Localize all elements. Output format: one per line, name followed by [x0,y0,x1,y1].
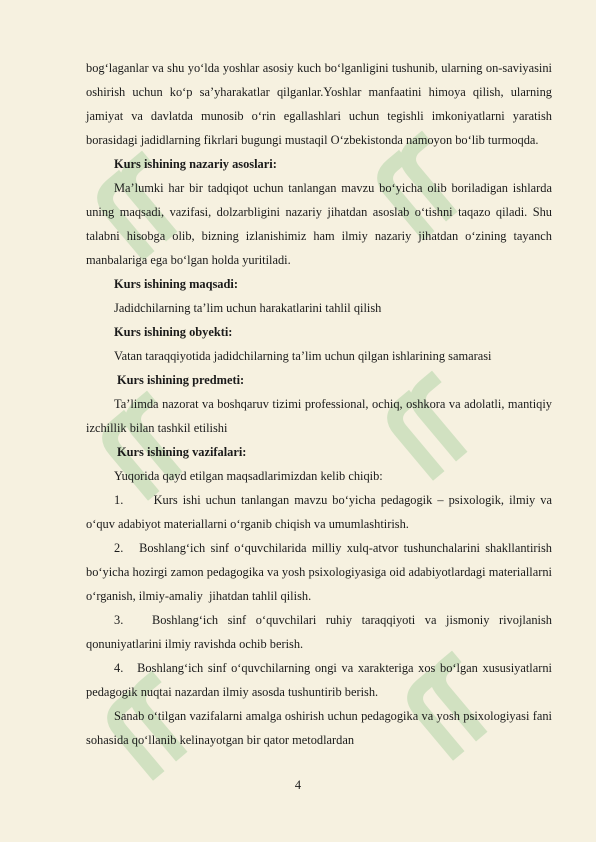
paragraph: Vatan taraqqiyotida jadidchilarning ta’lim uchun qilgan ishlarining samarasi [114,349,492,363]
paragraph: Ma’lumki har bir tadqiqot uchun tanlangan mavzu bo‘yicha olib boriladigan ishlarda uning maqsadi, vazifasi, dolzarbligini nazariy jihatdan asoslab o‘tishni taqazo qiladi. Shu talabni hisobga olib, bizning izlanishimiz ham ilmiy nazariy jihatdan o‘zining tayanch manbalariga ega bo‘lgan holda yuritiladi. [86,181,552,267]
list-item: 1. Kurs ishi uchun tanlangan mavzu bo‘yicha pedagogik – psixologik, ilmiy va o‘quv adabiyot materiallarni o‘rganib chiqish va umumlashtirish. [86,493,556,531]
paragraph: Jadidchilarning ta’lim uchun harakatlarini tahlil qilish [114,301,382,315]
section-heading: Kurs ishining predmeti: [117,373,245,387]
section-heading: Kurs ishining vazifalari: [117,445,247,459]
paragraph: Sanab o‘tilgan vazifalarni amalga oshirish uchun pedagogika va yosh psixologiyasi fani sohasida qo‘llanib kelinayotgan bir qator metodlardan [86,709,552,747]
list-item: 3. Boshlang‘ich sinf o‘quvchilari ruhiy taraqqiyoti va jismoniy rivojlanish qonuniyatlarini ilmiy ravishda ochib berish. [86,613,556,651]
body-text [86,56,556,752]
section-heading: Kurs ishining maqsadi: [114,277,238,291]
page-number: 4 [294,778,302,792]
section-heading: Kurs ishining obyekti: [114,325,233,339]
section-heading: Kurs ishining nazariy asoslari: [114,157,277,171]
paragraph: bog‘laganlar va shu yo‘lda yoshlar asosiy kuch bo‘lganligini tushunib, ularning on-saviyasini oshirish uchun ko‘p sa’yharakatlar qilganlar.Yoshlar manfaatini himoya qilish, ularning jamiyat va davlatda munosib o‘rin egallashlari uchun tegishli imkoniyatlarni yaratish borasidagi jadidlarning fikrlari bugungi mustaqil O‘zbekistonda namoyon bo‘lib turmoqda. [86,61,552,147]
list-item: 4. Boshlang‘ich sinf o‘quvchilarning ongi va xarakteriga xos bo‘lgan xususiyatlarni pedagogik nuqtai nazardan ilmiy asosda tushuntirib berish. [86,661,556,699]
paragraph: Yuqorida qayd etilgan maqsadlarimizdan kelib chiqib: [114,469,383,483]
list-item: 2. Boshlang‘ich sinf o‘quvchilarida milliy xulq-atvor tushunchalarini shakllantirish bo‘yicha hozirgi zamon pedagogika va yosh psixologiyasiga oid adabiyotlardagi materiallarni o‘rganish, ilmiy-amaliy jihatdan tahlil qilish. [86,541,556,603]
paragraph: Ta’limda nazorat va boshqaruv tizimi professional, ochiq, oshkora va adolatli, mantiqiy izchillik bilan tashkil etilishi [86,397,552,435]
